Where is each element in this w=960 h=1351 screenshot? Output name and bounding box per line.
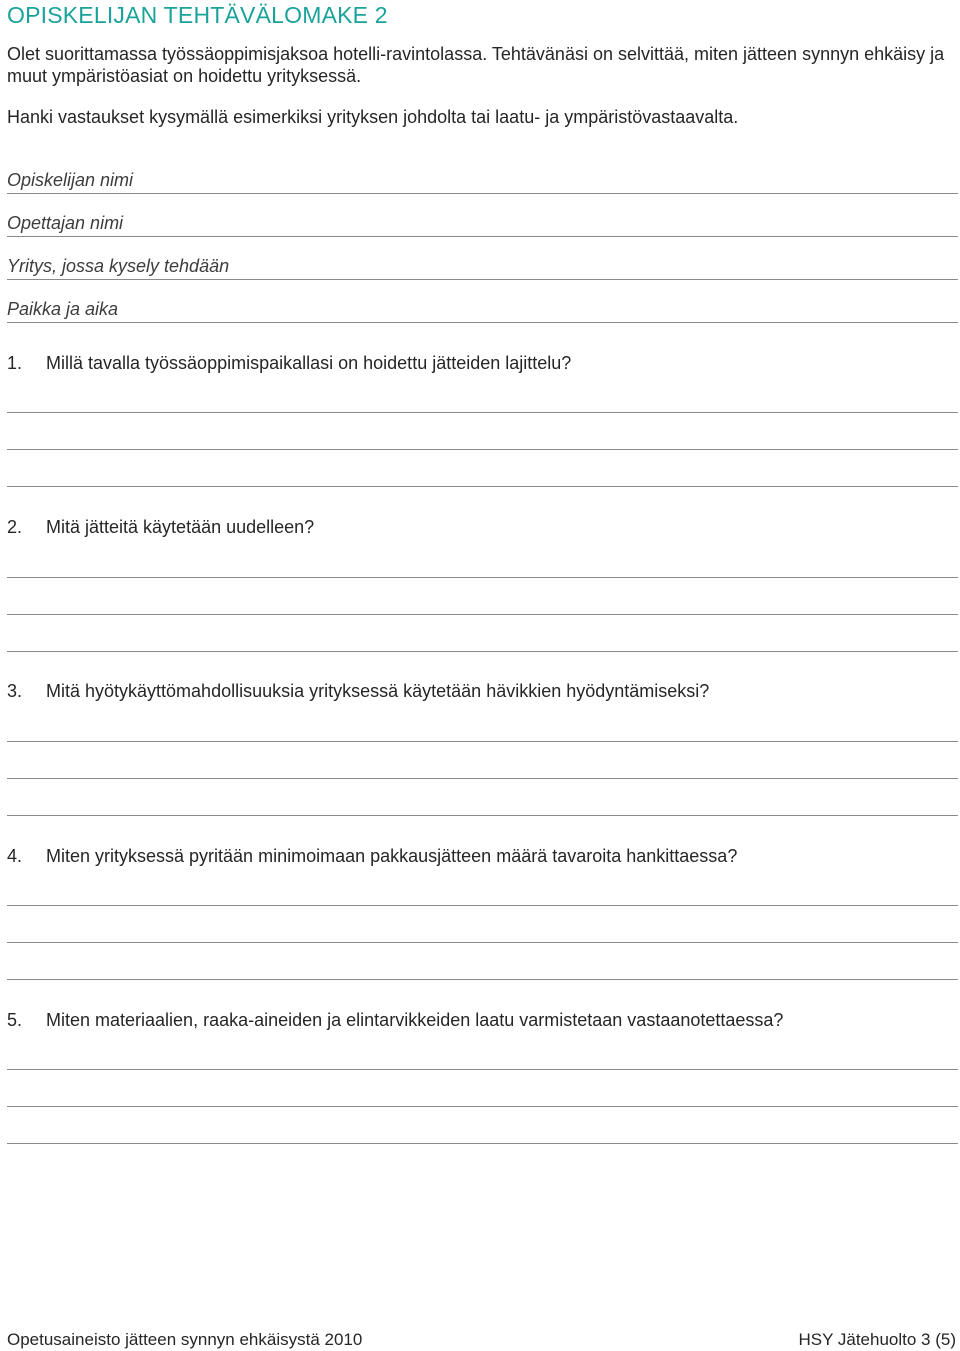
footer-publication: Opetusaineisto jätteen synnyn ehkäisystä 2010	[7, 1330, 363, 1349]
company-field[interactable]	[7, 255, 958, 280]
answer-line[interactable]	[7, 905, 958, 906]
teacher-name-field[interactable]	[7, 212, 958, 237]
footer-page-number: HSY Jätehuolto 3 (5)	[798, 1330, 956, 1349]
intro-paragraph: Olet suorittamassa työssäoppimisjaksoa hotelli-ravintolassa. Tehtävänäsi on selvittää, miten jätteen synnyn ehkäisy ja muut ympäristöasiat on hoidettu yrityksessä.	[7, 44, 945, 86]
answer-line[interactable]	[7, 1143, 958, 1144]
answer-line[interactable]	[7, 1106, 958, 1107]
question-text: Millä tavalla työssäoppimispaikallasi on hoidettu jätteiden lajittelu?	[46, 353, 572, 373]
answer-line[interactable]	[7, 486, 958, 487]
question-number: 4.	[7, 846, 23, 866]
answer-line[interactable]	[7, 741, 958, 742]
question-text: Miten yrityksessä pyritään minimoimaan pakkausjätteen määrä tavaroita hankittaessa?	[46, 846, 738, 866]
answer-line[interactable]	[7, 942, 958, 943]
question-number: 2.	[7, 517, 23, 537]
answer-line[interactable]	[7, 1069, 958, 1070]
answer-line[interactable]	[7, 815, 958, 816]
student-name-field[interactable]	[7, 169, 958, 194]
page-title: OPISKELIJAN TEHTÄVÄLOMAKE 2	[7, 2, 388, 28]
question-4	[7, 845, 957, 867]
question-number: 3.	[7, 681, 23, 701]
instructions-paragraph: Hanki vastaukset kysymällä esimerkiksi yrityksen johdolta tai laatu- ja ympäristövastaavalta.	[7, 107, 739, 127]
question-5	[7, 1009, 957, 1031]
answer-line[interactable]	[7, 778, 958, 779]
question-text: Miten materiaalien, raaka-aineiden ja elintarvikkeiden laatu varmistetaan vastaanotettaessa?	[46, 1010, 784, 1030]
field-label: Paikka ja aika	[7, 299, 119, 319]
field-label: Yritys, jossa kysely tehdään	[7, 256, 230, 276]
field-label: Opiskelijan nimi	[7, 170, 134, 190]
place-and-time-field[interactable]	[7, 298, 958, 323]
answer-line[interactable]	[7, 651, 958, 652]
question-number: 1.	[7, 353, 23, 373]
question-text: Mitä hyötykäyttömahdollisuuksia yrityksessä käytetään hävikkien hyödyntämiseksi?	[46, 681, 710, 701]
answer-line[interactable]	[7, 614, 958, 615]
question-text: Mitä jätteitä käytetään uudelleen?	[46, 517, 315, 537]
question-3	[7, 680, 957, 702]
question-2	[7, 516, 957, 538]
question-1	[7, 352, 957, 374]
answer-line[interactable]	[7, 979, 958, 980]
field-label: Opettajan nimi	[7, 213, 124, 233]
question-number: 5.	[7, 1010, 23, 1030]
answer-line[interactable]	[7, 577, 958, 578]
answer-line[interactable]	[7, 412, 958, 413]
answer-line[interactable]	[7, 449, 958, 450]
